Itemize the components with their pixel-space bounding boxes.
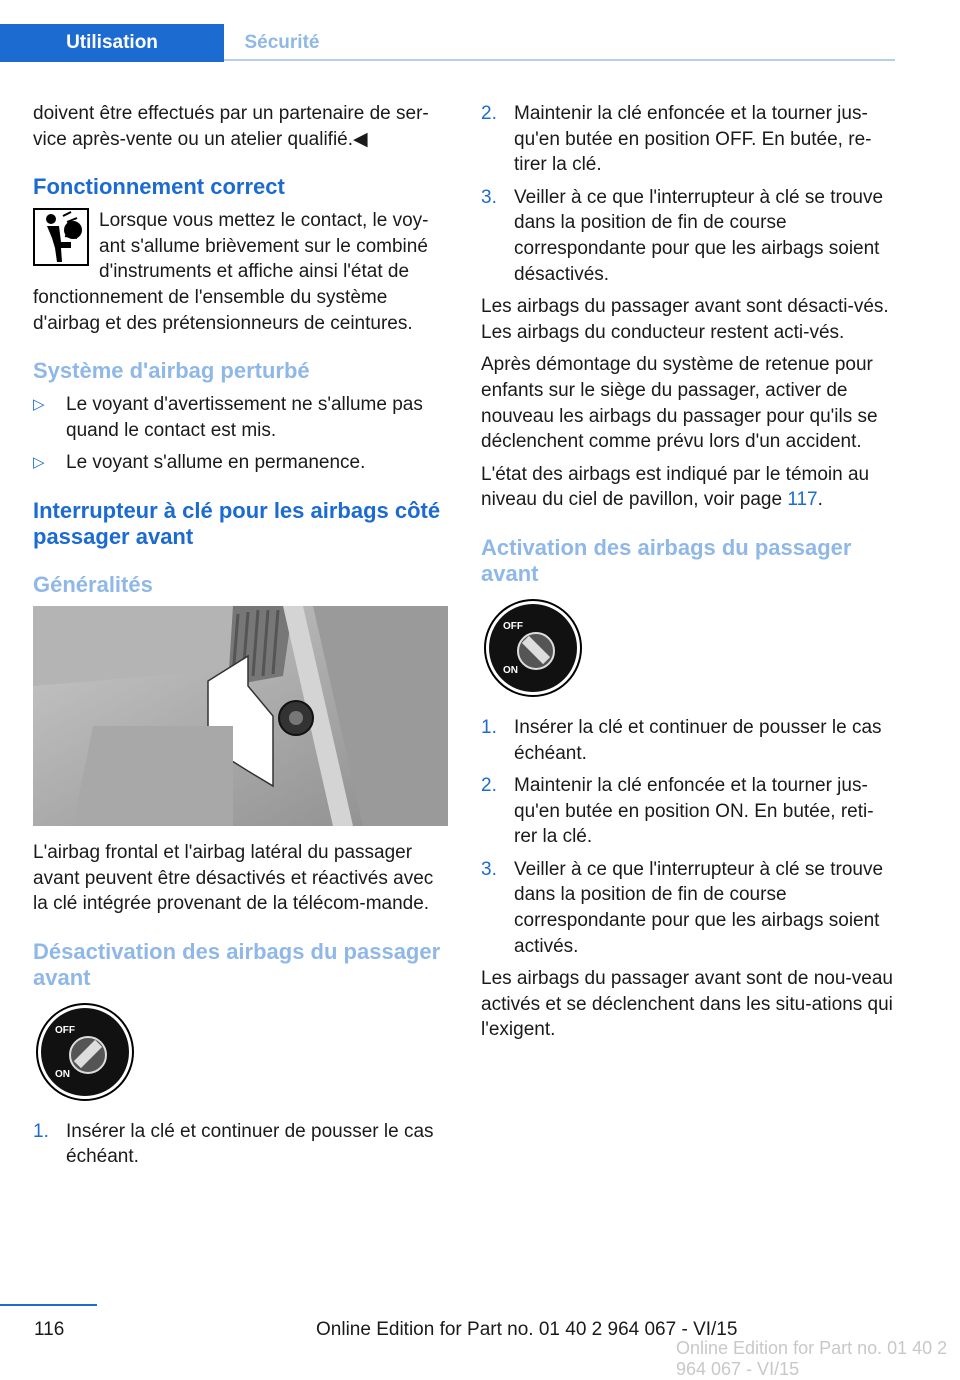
keyswitch-off-illustration bbox=[33, 999, 143, 1105]
page-number: 116 bbox=[34, 1319, 65, 1340]
heading-generalites: Généralités bbox=[33, 571, 153, 597]
list-item: 3. Veiller à ce que l'interrupteur à clé se trouve dans la position de fin de course correspondante pour que les airbags soient activés. bbox=[481, 858, 884, 957]
airbag-warning-icon bbox=[33, 208, 89, 266]
list-item: 2. Maintenir la clé enfoncée et la tourner jus-qu'en butée en position ON. En butée, reti-rer la clé. bbox=[481, 775, 874, 848]
etat-paragraph: L'état des airbags est indiqué par le témoin au niveau du ciel de pavillon, voir page 117. bbox=[481, 463, 870, 511]
list-item: ▷ Le voyant d'avertissement ne s'allume pas quand le contact est mis. bbox=[33, 394, 423, 441]
triangle-right-icon: ▷ bbox=[33, 396, 45, 414]
heading-desactivation: Désactivation des airbags du passager avant bbox=[33, 938, 441, 990]
list-item: 2. Maintenir la clé enfoncée et la tourner jus-qu'en butée en position OFF. En butée, re-tirer la clé. bbox=[481, 103, 872, 176]
tab-utilisation[interactable]: Utilisation bbox=[0, 24, 224, 62]
triangle-right-icon: ▷ bbox=[33, 454, 45, 472]
on-label: ON bbox=[503, 664, 518, 676]
list-item: 1. Insérer la clé et continuer de pousser le cas échéant. bbox=[33, 1120, 434, 1168]
list-item: ▷ Le voyant s'allume en permanence. bbox=[33, 450, 448, 476]
activation-steps bbox=[481, 715, 896, 959]
desactivation-steps-continued bbox=[481, 101, 896, 287]
fonctionnement-paragraph: Lorsque vous mettez le contact, le voy-ant s'allume brièvement sur le combiné d'instruments et affiche ainsi l'état de fonctionnement de l'ensemble du système d'airbag et des prétensionneurs de ceintures. bbox=[33, 210, 429, 334]
heading-fonctionnement: Fonctionnement correct bbox=[33, 174, 285, 200]
footer-rule bbox=[0, 1304, 97, 1306]
apres-paragraph: Après démontage du système de retenue pour enfants sur le siège du passager, activer de nouveau les airbags du passager pour qu'ils se déclenchent comme prévu lors d'un accident. bbox=[481, 354, 878, 453]
tab-underline bbox=[224, 59, 895, 61]
site-watermark: Online Edition for Part no. 01 40 2 964 067 - VI/15 bbox=[676, 1338, 948, 1379]
desactives-paragraph: Les airbags du passager avant sont désacti-vés. Les airbags du conducteur restent acti-vés. bbox=[481, 296, 889, 343]
desactivation-steps bbox=[33, 1119, 448, 1170]
heading-interrupteur: Interrupteur à clé pour les airbags côté passager avant bbox=[33, 497, 441, 549]
keyswitch-on-illustration bbox=[481, 595, 591, 701]
list-item: 1. Insérer la clé et continuer de pousser le cas échéant. bbox=[481, 716, 882, 764]
heading-activation: Activation des airbags du passager avant bbox=[481, 534, 852, 586]
chapter-tabbar bbox=[0, 0, 895, 62]
edition-footer: Online Edition for Part no. 01 40 2 964 067 - VI/15 bbox=[316, 1319, 738, 1340]
right-column bbox=[481, 101, 896, 1050]
page-link-117[interactable]: 117 bbox=[787, 489, 818, 511]
off-label: OFF bbox=[55, 1024, 75, 1036]
heading-perturbe: Système d'airbag perturbé bbox=[33, 358, 310, 384]
perturbe-list bbox=[33, 392, 448, 476]
list-item: 3. Veiller à ce que l'interrupteur à clé se trouve dans la position de fin de course correspondante pour que les airbags soient désactivés. bbox=[481, 186, 884, 285]
on-label: ON bbox=[55, 1068, 70, 1080]
dashboard-keyswitch-photo bbox=[33, 606, 448, 826]
actives-paragraph: Les airbags du passager avant sont de nou-veau activés et se déclenchent dans les situ-ations qui l'exigent. bbox=[481, 968, 893, 1041]
off-label: OFF bbox=[503, 620, 523, 632]
intro-paragraph: doivent être effectués par un partenaire de ser-vice après-vente ou un atelier qualifié.◀ bbox=[33, 103, 429, 150]
generalites-paragraph: L'airbag frontal et l'airbag latéral du passager avant peuvent être désactivés et réactivés avec la clé intégrée provenant de la télécom-mande. bbox=[33, 841, 434, 915]
fonctionnement-block bbox=[33, 208, 448, 336]
left-column bbox=[33, 101, 448, 1177]
tab-securite[interactable]: Sécurité bbox=[244, 32, 320, 53]
